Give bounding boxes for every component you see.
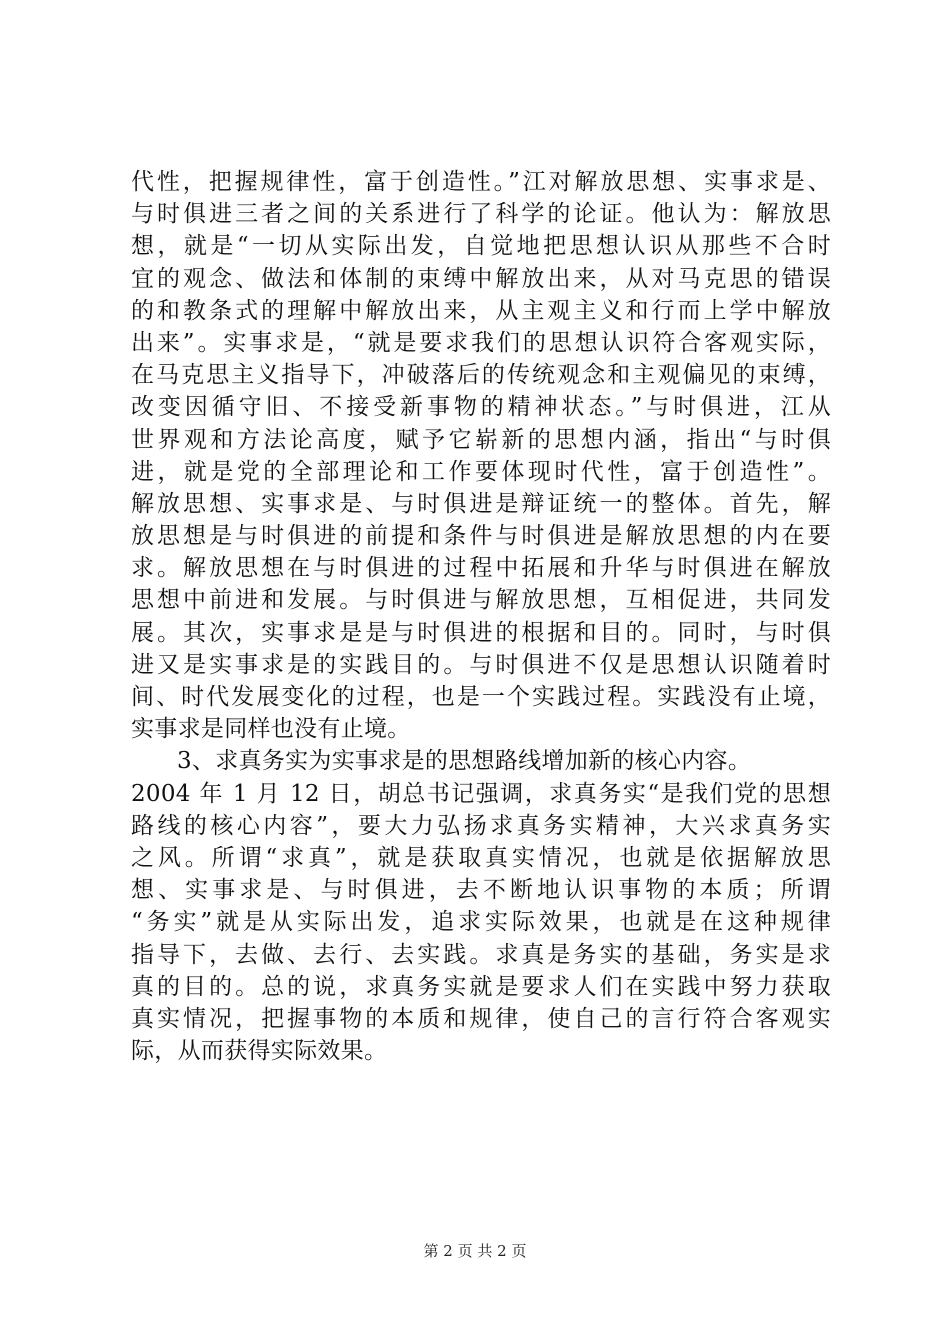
text-line: 想、实事求是、与时俱进，去不断地认识事物的本质；所谓 xyxy=(131,877,831,904)
text-line: 宜的观念、做法和体制的束缚中解放出来，从对马克思的错误 xyxy=(131,265,831,292)
text-line: 的和教条式的理解中解放出来，从主观主义和行而上学中解放 xyxy=(131,297,831,324)
text-line: 在马克思主义指导下，冲破落后的传统观念和主观偏见的束缚， xyxy=(131,362,831,389)
text-line: 之风。所谓“求真”，就是获取真实情况，也就是依据解放思 xyxy=(131,844,831,871)
text-line: 真的目的。总的说，求真务实就是要求人们在实践中努力获取 xyxy=(131,973,831,1000)
text-line: 进又是实事求是的实践目的。与时俱进不仅是思想认识随着时 xyxy=(131,651,831,678)
text-line: 进，就是党的全部理论和工作要体现时代性，富于创造性”。 xyxy=(131,458,831,485)
text-line: 展。其次，实事求是是与时俱进的根据和目的。同时，与时俱 xyxy=(131,619,831,646)
text-line: 求。解放思想在与时俱进的过程中拓展和升华与时俱进在解放 xyxy=(131,555,831,582)
text-line: 实事求是同样也没有止境。 xyxy=(131,716,411,743)
text-line: 与时俱进三者之间的关系进行了科学的论证。他认为：解放思 xyxy=(131,201,831,228)
text-line: 指导下，去做、去行、去实践。求真是务实的基础，务实是求 xyxy=(131,941,831,968)
text-line: 间、时代发展变化的过程，也是一个实践过程。实践没有止境， xyxy=(131,684,831,710)
section-heading-line: 3、求真务实为实事求是的思想路线增加新的核心内容。 xyxy=(177,748,752,775)
text-line: 世界观和方法论高度，赋予它崭新的思想内涵，指出“与时俱 xyxy=(131,426,831,453)
text-line: 解放思想、实事求是、与时俱进是辩证统一的整体。首先，解 xyxy=(131,490,831,517)
text-line: 想，就是“一切从实际出发，自觉地把思想认识从那些不合时 xyxy=(131,233,831,260)
text-line: 真实情况，把握事物的本质和规律，使自己的言行符合客观实 xyxy=(131,1005,831,1032)
text-line: 路线的核心内容”，要大力弘扬求真务实精神，大兴求真务实 xyxy=(131,812,831,839)
text-line: 际，从而获得实际效果。 xyxy=(131,1038,388,1065)
text-line: 2004 年 1 月 12 日，胡总书记强调，求真务实“是我们党的思想 xyxy=(131,780,831,807)
text-line: 出来”。实事求是，“就是要求我们的思想认识符合客观实际， xyxy=(131,329,831,356)
document-body xyxy=(131,166,831,1067)
text-line: “务实”就是从实际出发，追求实际效果，也就是在这种规律 xyxy=(131,909,831,936)
text-line: 思想中前进和发展。与时俱进与解放思想，互相促进，共同发 xyxy=(131,587,831,614)
text-line: 改变因循守旧、不接受新事物的精神状态。”与时俱进，江从 xyxy=(131,394,831,421)
text-line: 放思想是与时俱进的前提和条件与时俱进是解放思想的内在要 xyxy=(131,523,831,550)
text-line: 代性，把握规律性，富于创造性。”江对解放思想、实事求是、 xyxy=(131,169,831,195)
page-number-footer: 第 2 页 共 2 页 xyxy=(423,1242,527,1260)
